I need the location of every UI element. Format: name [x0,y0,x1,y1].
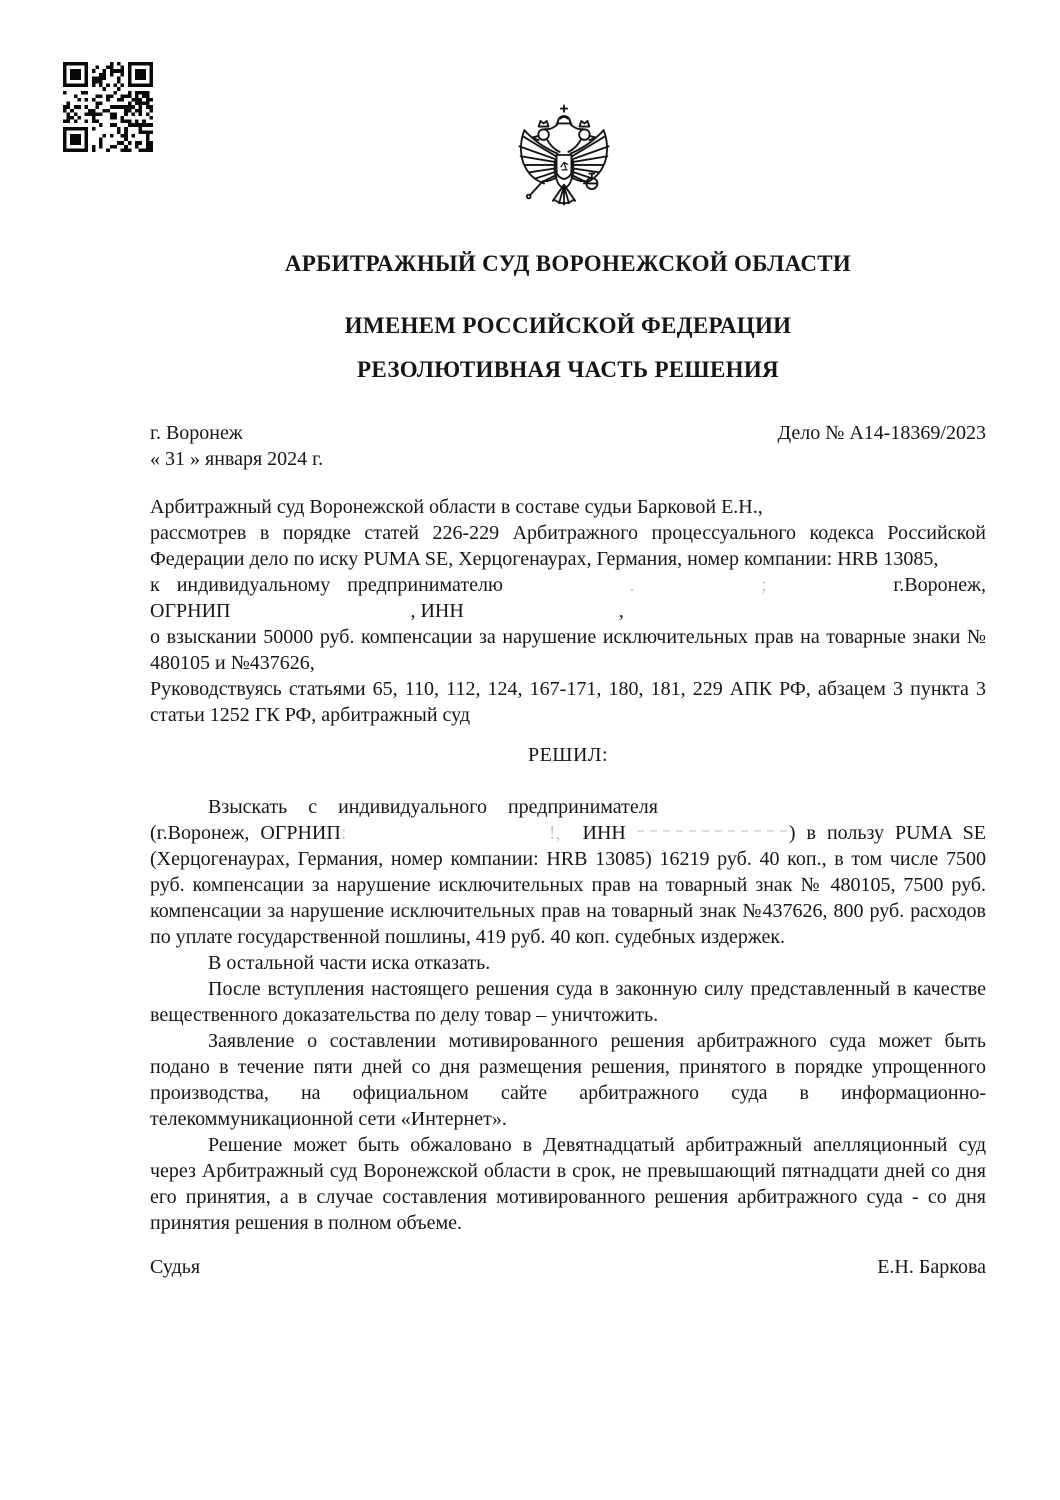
defendant-prefix: к индивидуальному предпринимателю [150,574,503,596]
dismiss-rest-paragraph: В остальной части иска отказать. [208,952,491,974]
appeal-paragraph: Решение может быть обжаловано в Девятнадцатый арбитражный апелляционный суд через Арбитражный суд Воронежской области в срок, не превышающий пятнадцати дней со дня его принятия, а в случае составления мотивированного решения арбитражного суда - со дня принятия решения в полном объеме. [150,1134,986,1234]
destroy-goods-paragraph: После вступления настоящего решения суда в законную силу представленный в качестве вещественного доказательства по делу товар – уничтожить. [150,978,986,1026]
redacted-mark: !, [548,822,561,844]
redacted-mark: : [340,822,347,844]
signature-row [150,1254,986,1280]
qr-code-icon [63,62,153,152]
in-the-name-title: ИМЕНЕМ РОССИЙСКОЙ ФЕДЕРАЦИИ [344,313,792,338]
ogrnip-left: (г.Воронеж, ОГРНИП: [150,822,347,844]
intro-block [150,494,986,728]
recover-amounts-paragraph: (Херцогенаурах, Германия, номер компании: HRB 13085) 16219 руб. 40 коп., в том числе 7500 руб. компенсации за нарушение исключительных прав на товарный знак № 480105, 7500 руб. компенсации за нарушение исключительных прав на товарный знак №437626, 800 руб. расходов по уплате государственной пошлины, 419 руб. 40 коп. судебных издержек. [150,848,986,948]
document-body [150,250,986,1280]
defendant-line [150,572,986,598]
doc-type-title: РЕЗОЛЮТИВНАЯ ЧАСТЬ РЕШЕНИЯ [357,357,779,382]
resolution-block [150,794,986,1236]
redacted-mark: ; [761,574,767,596]
redacted-gap [230,613,410,617]
court-name-title: АРБИТРАЖНЫЙ СУД ВОРОНЕЖСКОЙ ОБЛАСТИ [284,251,852,276]
ogrnip-label: ОГРНИП [150,600,231,622]
defendant-city: г.Воронеж, [893,574,986,596]
motivated-decision-paragraph: Заявление о составлении мотивированного решения арбитражного суда может быть подано в течение пяти дней со дня размещения решения, принятого в порядке упрощенного производства, на официальном сайте арбитражного суда в информационно-телекоммуникационной сети «Интернет». [150,1030,986,1130]
redacted-mark: . [629,574,635,596]
claim-paragraph: о взыскании 50000 руб. компенсации за нарушение исключительных прав на товарные знаки № 480105 и №437626, [150,626,986,674]
city-label: г. Воронеж [150,422,243,444]
case-number: Дело № А14-18369/2023 [777,422,986,444]
ogrnip-inn-line [150,598,986,624]
recover-details-line [150,820,986,846]
redacted-digits [637,828,789,839]
inn-tail: , [618,600,624,622]
meta-row [150,420,986,446]
inn-right: !, ИНН ) в пользу PUMA SE [548,822,986,844]
resolved-heading: РЕШИЛ: [527,744,609,766]
redacted-gap [464,613,619,617]
judge-label: Судья [150,1256,201,1278]
recover-line: Взыскать с индивидуального предпринимателя [208,796,658,818]
reviewed-paragraph: рассмотрев в порядке статей 226-229 Арбитражного процессуального кодекса Российской Федерации дело по иску PUMA SE, Херцогенаурах, Германия, номер компании: HRB 13085, [150,522,986,570]
date-line: « 31 » января 2024 г. [150,448,324,470]
guided-paragraph: Руководствуясь статьями 65, 110, 112, 124, 167-171, 180, 181, 229 АПК РФ, абзацем 3 пункта 3 статьи 1252 ГК РФ, арбитражный суд [150,678,986,726]
inn-label: , ИНН [410,600,464,622]
russian-coat-of-arms-icon [508,103,620,233]
judge-name: Е.Н. Баркова [877,1256,986,1278]
court-composition-line: Арбитражный суд Воронежской области в составе судьи Барковой Е.Н., [150,496,763,518]
